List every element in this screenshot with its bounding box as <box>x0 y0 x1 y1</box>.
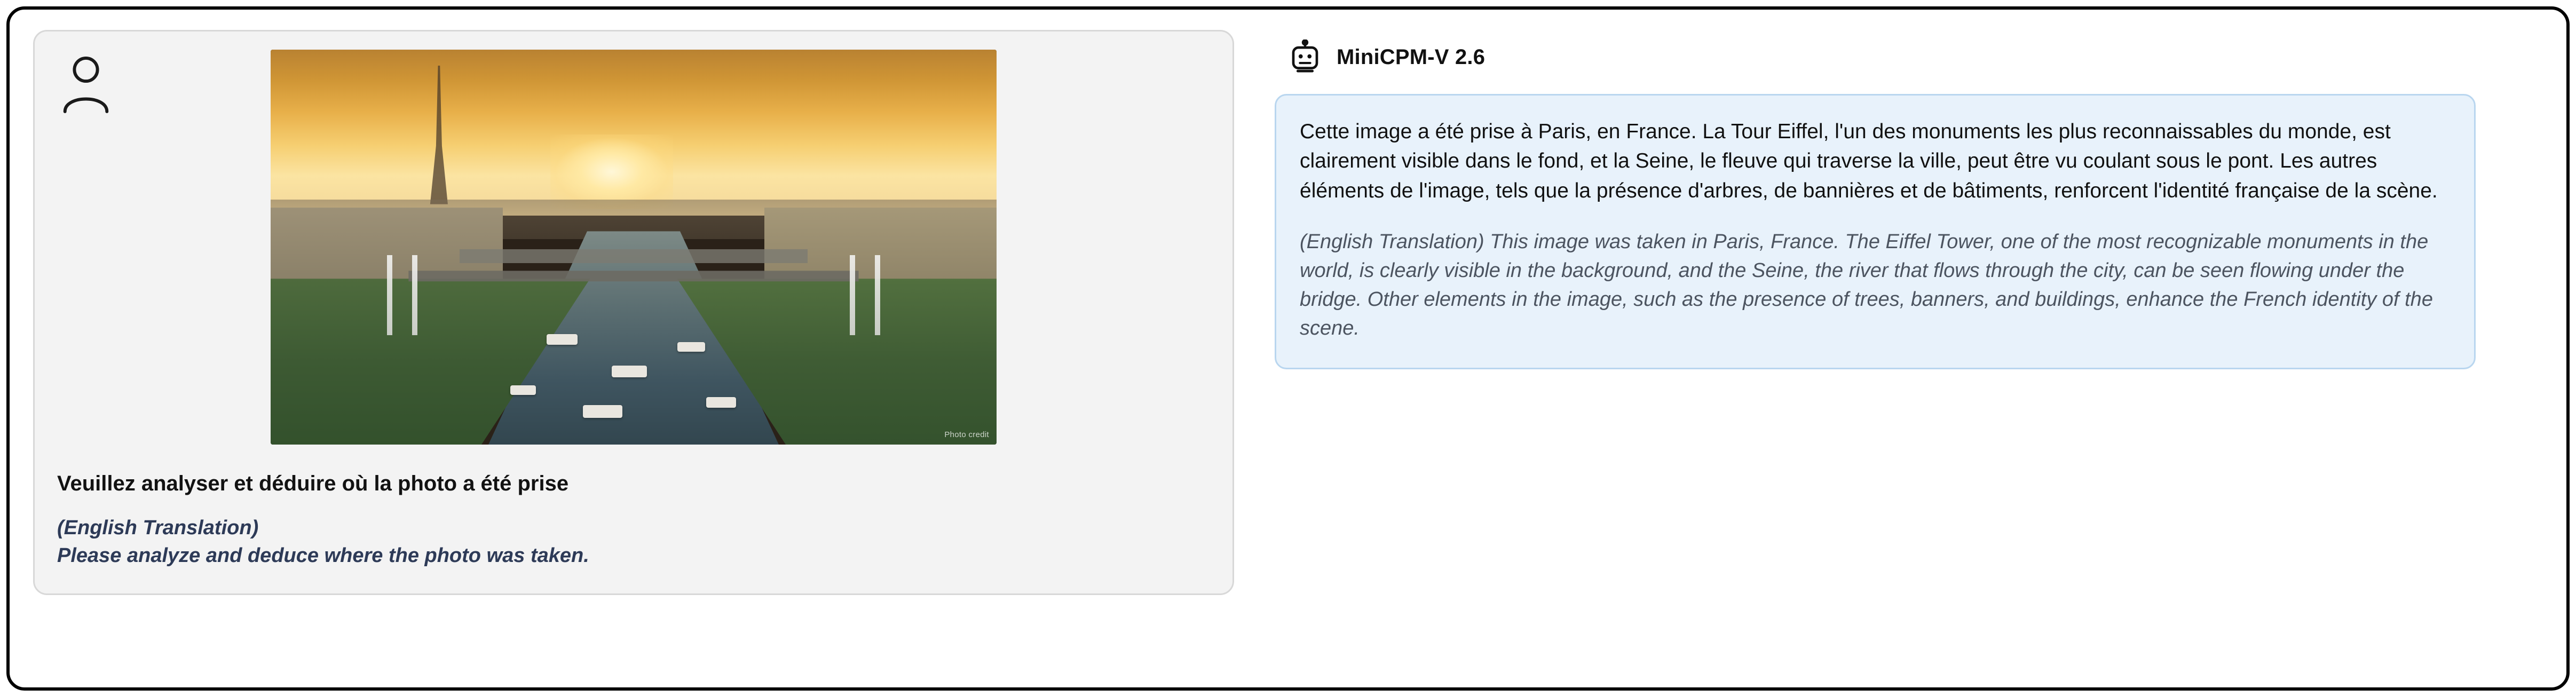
user-translation-text: Please analyze and deduce where the photo was taken. <box>57 544 589 567</box>
assistant-response-text: Cette image a été prise à Paris, en France. La Tour Eiffel, l'un des monuments les plus reconnaissables du monde, est clairement visible dans le fond, et la Seine, le fleuve qui traverse la ville, peut être vu coulant sous le pont. Les autres éléments de l'image, tels que la présence d'arbres, de bannières et de bâtiments, renforcent l'identité française de la scène. <box>1300 120 2438 202</box>
person-icon <box>60 55 112 114</box>
photo-banner-3 <box>875 255 880 335</box>
photo-boat-1 <box>547 334 578 345</box>
robot-icon <box>1287 39 1323 75</box>
photo-banner-2 <box>412 255 417 335</box>
user-message-card <box>33 30 1234 595</box>
assistant-header <box>1287 39 2502 75</box>
photo-bridge-far <box>460 249 808 263</box>
conversation-frame <box>6 6 2570 691</box>
assistant-message-column <box>1275 30 2502 369</box>
assistant-response-translation: (English Translation) This image was taken in Paris, France. The Eiffel Tower, one of the most recognizable monuments in the world, is clearly visible in the background, and the Seine, the river that flows through the city, can be seen flowing under the bridge. Other elements in the image, such as the presence of trees, banners, and buildings, enhance the French identity of the scene. <box>1300 231 2433 339</box>
photo-banner-1 <box>387 255 392 335</box>
photo-credit-text: Photo credit <box>944 430 989 439</box>
assistant-model-name: MiniCPM-V 2.6 <box>1337 45 1485 69</box>
user-translation-label: (English Translation) <box>57 517 259 539</box>
photo-sun <box>550 134 673 209</box>
photo-boat-2 <box>612 366 647 377</box>
photo-banner-4 <box>850 255 855 335</box>
user-prompt-text: Veuillez analyser et déduire où la photo a été prise <box>57 472 569 495</box>
conversation-columns <box>10 10 2566 687</box>
photo-boat-4 <box>583 405 622 418</box>
photo-boat-5 <box>510 385 536 395</box>
assistant-response-card <box>1275 94 2476 369</box>
user-attached-image[interactable] <box>271 50 997 445</box>
photo-boat-6 <box>706 397 736 408</box>
photo-boat-3 <box>677 342 705 352</box>
user-translation-block <box>57 514 1210 570</box>
